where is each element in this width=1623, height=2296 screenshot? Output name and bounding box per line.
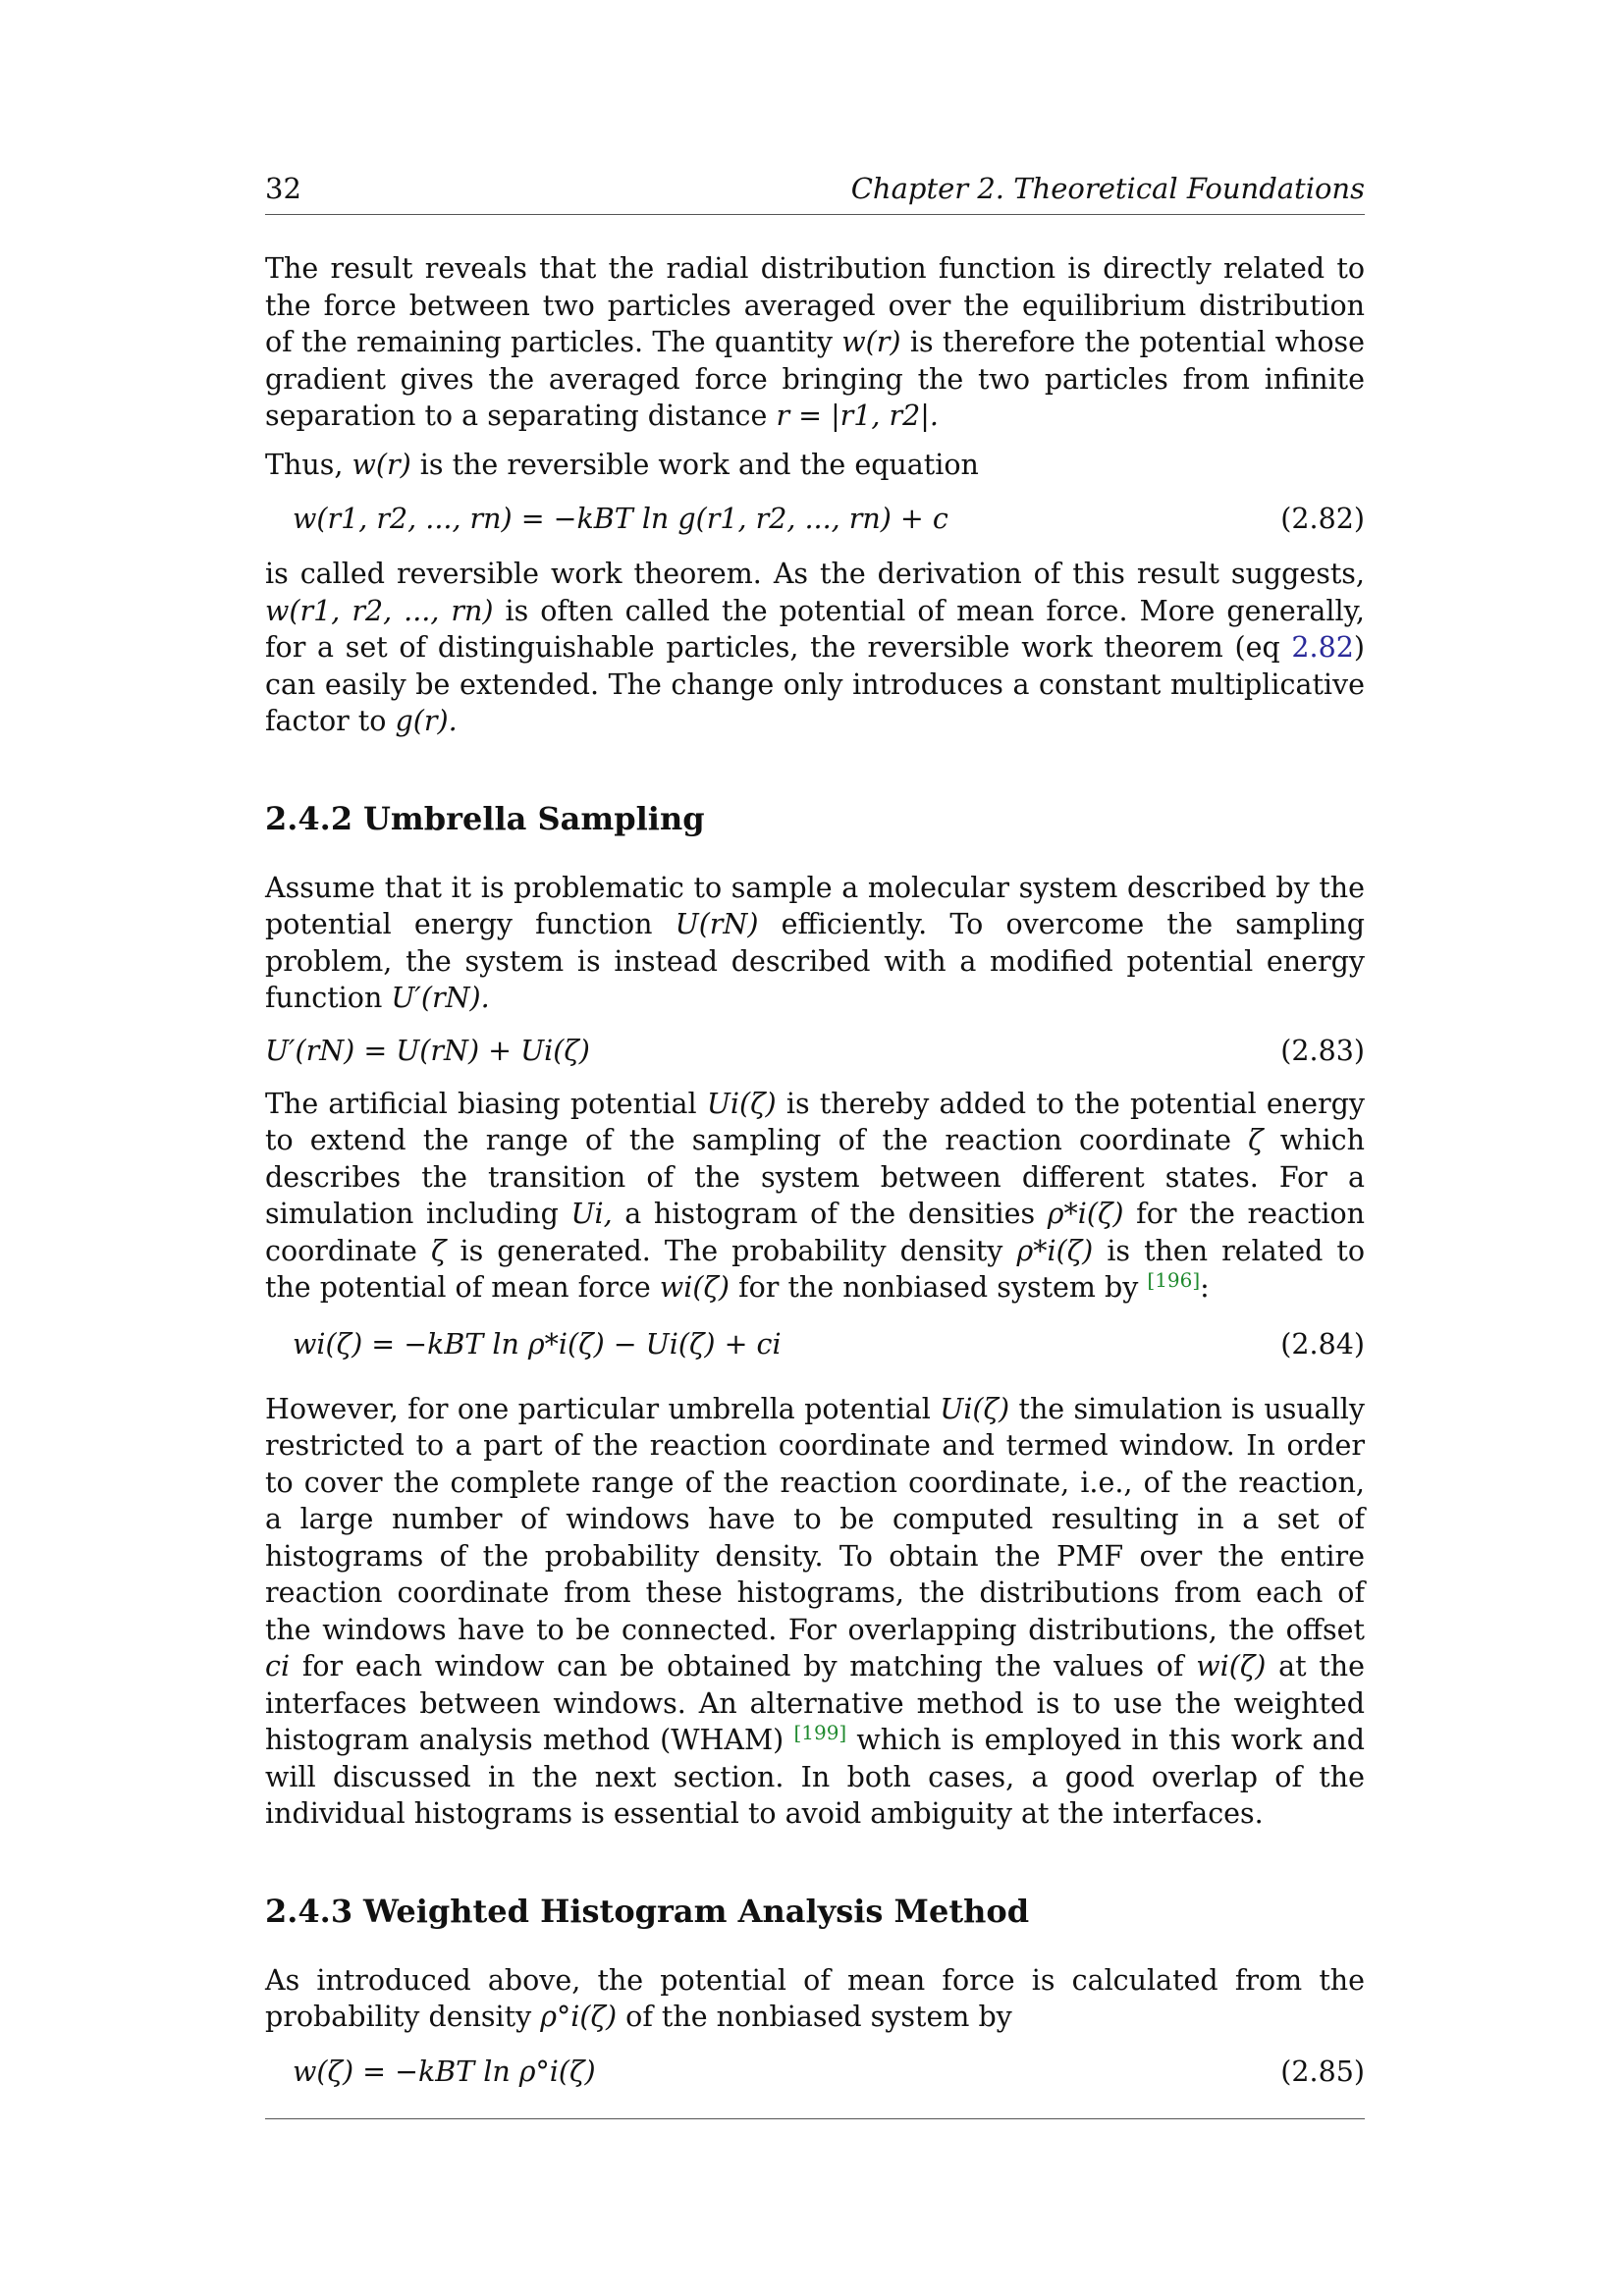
footer-rule <box>265 2118 1365 2119</box>
equation-expression: U′(rN) = U(rN) + Ui(ζ) <box>265 1034 590 1067</box>
equation-number: (2.82) <box>1280 503 1365 535</box>
header-rule <box>265 214 1365 215</box>
chapter-title: Chapter 2. Theoretical Foundations <box>850 172 1365 205</box>
paragraph-theorem: is called reversible work theorem. As the derivation of this result suggests, w(r1, r2, ..., rn) is often called the potential of mean force. More generally, for a set of distinguishable particles, the reversible work theorem (eq 2.82) can easily be extended. The change only introduces a constant multiplicative factor to g(r). <box>265 558 1365 737</box>
paragraph-windows: However, for one particular umbrella potential Ui(ζ) the simulation is usually restricted to a part of the reaction coordinate and termed window. In order to cover the complete range of the reaction coordinate, i.e., of the reaction, a large number of windows have to be computed resulting in a set of histograms of the probability density. To obtain the PMF over the entire reaction coordinate from these histograms, the distributions from each of the windows have to be connected. For overlapping distributions, the offset ci for each window can be obtained by matching the values of wi(ζ) at the interfaces between windows. An alternative method is to use the weighted histogram analysis method (WHAM) [199] which is employed in this work and will discussed in the next section. In both cases, a good overlap of the individual histograms is essential to avoid ambiguity at the interfaces. <box>265 1392 1365 1830</box>
page-number: 32 <box>265 172 301 205</box>
paragraph-biasing-potential: The artificial biasing potential Ui(ζ) is thereby added to the potential energy to extend the range of the sampling of the reaction coordinate ζ which describes the transition of the system between different states. For a simulation including Ui, a histogram of the densities ρ*i(ζ) for the reaction coordinate ζ is generated. The probability density ρ*i(ζ) is then related to the potential of mean force wi(ζ) for the nonbiased system by [196]: <box>265 1087 1366 1304</box>
section-heading-umbrella-sampling: 2.4.2 Umbrella Sampling <box>265 799 705 837</box>
paragraph-umbrella-intro: Assume that it is problematic to sample a molecular system described by the potential energy function U(rN) efficiently. To overcome the sampling problem, the system is instead described with a modified potential energy function U′(rN). <box>265 871 1365 1014</box>
equation-number: (2.84) <box>1280 1327 1365 1361</box>
paragraph-reversible-work: Thus, w(r) is the reversible work and the equation <box>265 448 979 481</box>
citation-196[interactable]: [196] <box>1147 1268 1201 1292</box>
equation-2-82 <box>265 495 1365 544</box>
running-head <box>265 167 1365 210</box>
equation-2-84 <box>265 1320 1365 1369</box>
paragraph-pmf-intro: As introduced above, the potential of mean force is calculated from the probability density ρ°i(ζ) of the nonbiased system by <box>265 1963 1365 2033</box>
equation-expression: w(r1, r2, ..., rn) = −kBT ln g(r1, r2, ..., rn) + c <box>293 503 948 535</box>
equation-expression: wi(ζ) = −kBT ln ρ*i(ζ) − Ui(ζ) + ci <box>293 1327 782 1361</box>
citation-199[interactable]: [199] <box>793 1721 847 1744</box>
page-body <box>265 167 1365 2097</box>
equation-number: (2.83) <box>1280 1034 1365 1067</box>
section-heading-wham: 2.4.3 Weighted Histogram Analysis Method <box>265 1892 1030 1930</box>
equation-reference-link[interactable]: 2.82 <box>1291 631 1354 664</box>
equation-2-85 <box>265 2048 1365 2097</box>
equation-expression: w(ζ) = −kBT ln ρ°i(ζ) <box>293 2055 596 2088</box>
equation-2-83 <box>265 1027 1365 1076</box>
equation-number: (2.85) <box>1280 2055 1365 2088</box>
paragraph-rdf-result: The result reveals that the radial distribution function is directly related to the force between two particles averaged over the equilibrium distribution of the remaining particles. The quantity w(r) is therefore the potential whose gradient gives the averaged force bringing the two particles from infinite separation to a separating distance r = |r1, r2|. <box>265 252 1365 432</box>
